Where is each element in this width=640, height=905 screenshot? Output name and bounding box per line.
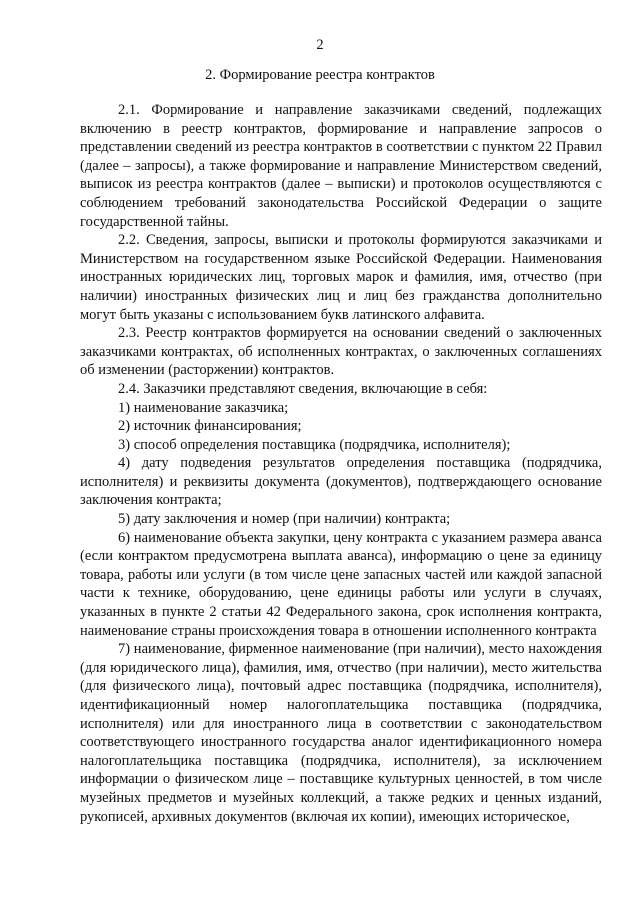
list-item-2: 2) источник финансирования;	[118, 418, 302, 435]
paragraph-2-4: 2.4. Заказчики представляют сведения, включающие в себя:	[118, 380, 488, 397]
document-body	[80, 101, 602, 826]
list-item-4: 4) дату подведения результатов определения поставщика (подрядчика, исполнителя) и реквизиты документа (документов), подтверждающего основание заключения контракта;	[80, 455, 602, 509]
list-item-5: 5) дату заключения и номер (при наличии) контракта;	[118, 511, 451, 528]
list-item-3: 3) способ определения поставщика (подрядчика, исполнителя);	[118, 436, 511, 453]
list-item-1: 1) наименование заказчика;	[118, 399, 289, 416]
paragraph-2-2: 2.2. Сведения, запросы, выписки и протоколы формируются заказчиками и Министерством на государственном языке Российской Федерации. Наименования иностранных юридических лиц, торговых марок и фамилия, имя, отчество (при наличии) иностранных физических лиц и лиц без гражданства дополнительно могут быть указаны с использованием букв латинского алфавита.	[80, 232, 602, 323]
page-number: 2	[316, 37, 324, 53]
section-title: 2. Формирование реестра контрактов	[205, 67, 435, 83]
paragraph-2-3: 2.3. Реестр контрактов формируется на основании сведений о заключенных заказчиками контрактах, об исполненных контрактах, о заключенных соглашениях об изменении (расторжении) контрактов.	[80, 325, 602, 379]
paragraph-2-1: 2.1. Формирование и направление заказчиками сведений, подлежащих включению в реестр контрактов, формирование и направление запросов о представлении сведений из реестра контрактов в соответствии с пунктом 22 Правил (далее – запросы), а также формирование и направление Министерством сведений, выписок из реестра контрактов (далее – выписки) и протоколов осуществляются с соблюдением требований законодательства Российской Федерации о защите государственной тайны.	[80, 102, 602, 230]
list-item-7: 7) наименование, фирменное наименование (при наличии), место нахождения (для юридического лица), фамилия, имя, отчество (при наличии), место жительства (для физического лица), почтовый адрес поставщика (подрядчика, исполнителя), идентификационный номер налогоплательщика поставщика (подрядчика, исполнителя) или для иностранного лица в соответствии с законодательством соответствующего иностранного государства аналог идентификационного номера налогоплательщика поставщика (подрядчика, исполнителя), за исключением информации о физическом лице – поставщике культурных ценностей, в том числе музейных предметов и музейных коллекций, а также редких и ценных изданий, рукописей, архивных документов (включая их копии), имеющих историческое,	[80, 641, 602, 825]
list-item-6: 6) наименование объекта закупки, цену контракта с указанием размера аванса (если контрактом предусмотрена выплата аванса), информацию о цене за единицу товара, работы или услуги (в том числе цене запасных частей или каждой запасной части к технике, оборудованию, цене единицы работы или услуги в случаях, указанных в пункте 2 статьи 42 Федерального закона, срок исполнения контракта, наименование страны происхождения товара в отношении исполненного контракта	[80, 529, 602, 639]
